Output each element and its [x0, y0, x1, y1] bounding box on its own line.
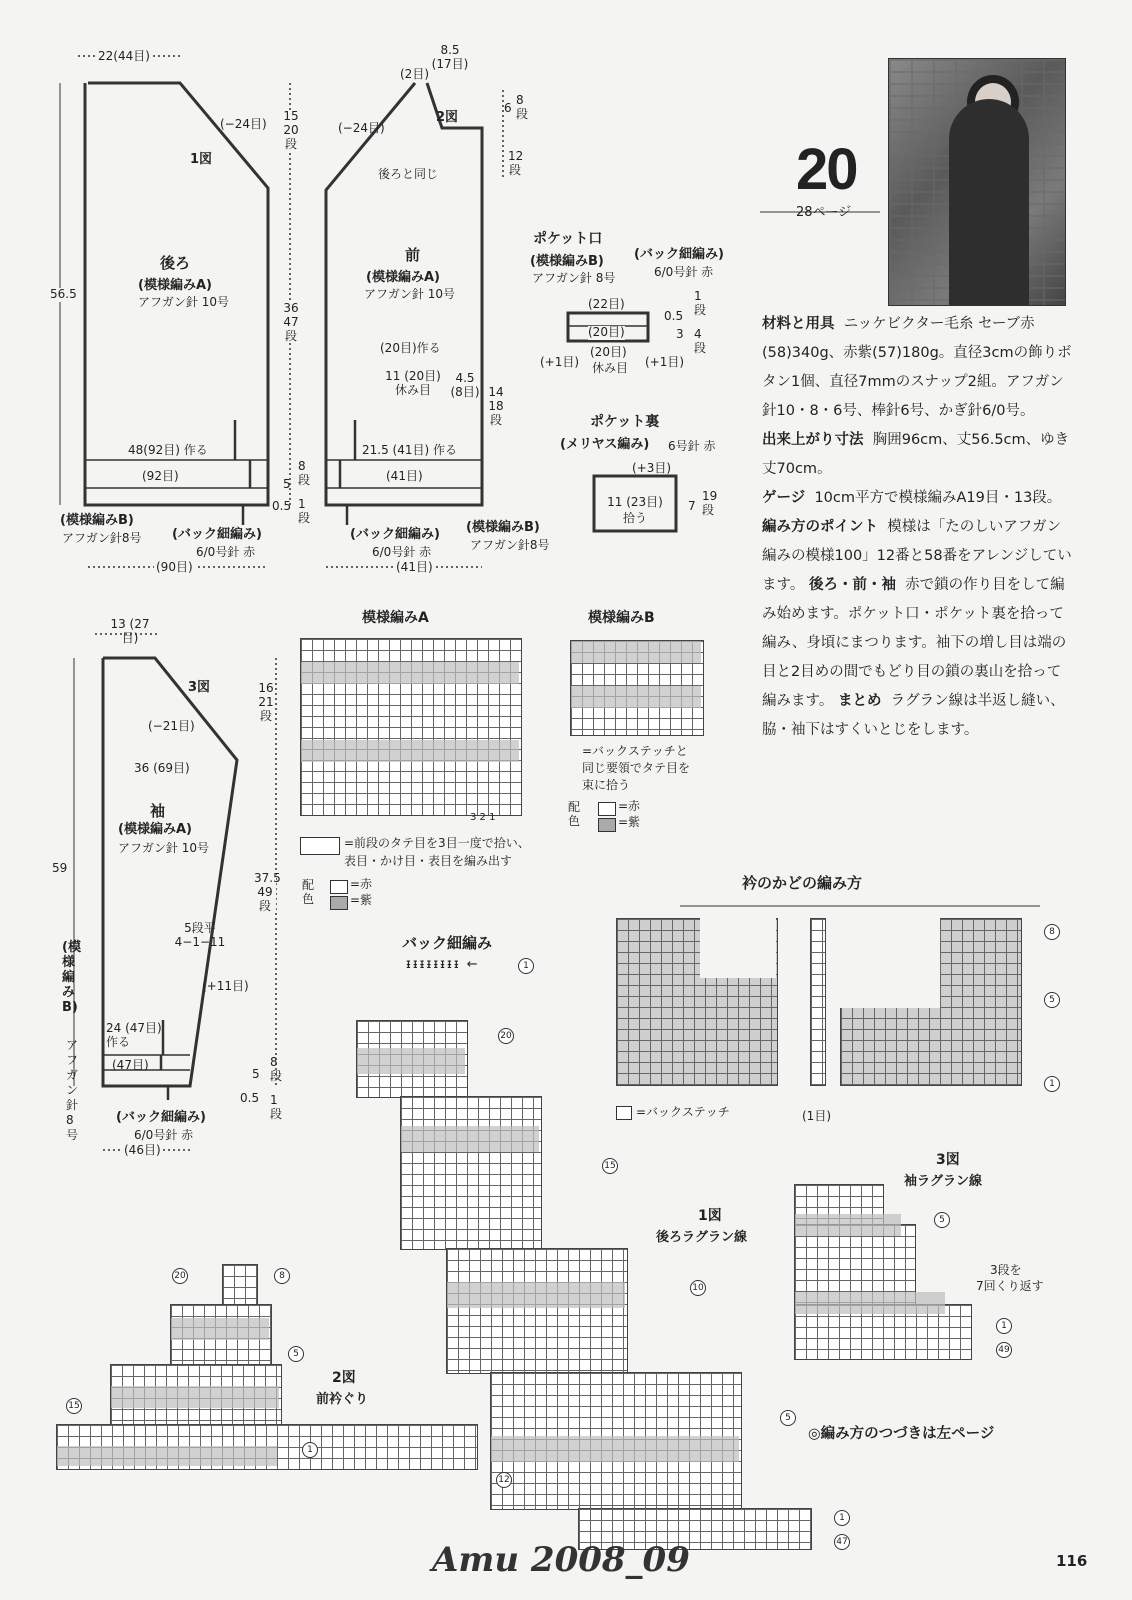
front-pocket-cast: (20目)作る — [380, 341, 441, 355]
sleeve-edge: (バック細編み) — [116, 1110, 206, 1125]
back-cast-on: 48(92目) 作る — [128, 443, 208, 457]
fig1-shade-3 — [447, 1282, 625, 1308]
fig2-row-5: 5 — [288, 1346, 304, 1362]
front-top-small: (2目) — [400, 67, 429, 81]
sleeve-cast-on2: (47目) — [112, 1058, 149, 1072]
fig1-shade-4 — [491, 1436, 739, 1462]
back-raglan-dec: (−24目) — [220, 117, 267, 131]
fig3-note-2: 7回くり返す — [976, 1279, 1044, 1293]
pocket-lining-height: 7 — [688, 499, 696, 513]
collar-row-5: 5 — [1044, 992, 1060, 1008]
pattern-a-c2: =紫 — [350, 893, 373, 907]
sleeve-needle: アフガン針 10号 — [118, 841, 209, 855]
sleeve-inc: 5段平 4−1−11 — [174, 921, 226, 949]
pocket-mouth-needle: アフガン針 8号 — [532, 271, 616, 285]
sleeve-hem-count: (46目) — [124, 1143, 161, 1157]
pocket-mouth-c3b: 休み目 — [592, 361, 629, 375]
sleeve-fig-label: 3図 — [188, 680, 211, 695]
pattern-b-colors: 配色 — [568, 800, 581, 828]
front-neck-rows: 8 段 — [516, 93, 529, 121]
front-needle: アフガン針 10号 — [364, 287, 455, 301]
back-width-top: 22(44目) — [98, 49, 150, 63]
pattern-a-swatch-red — [330, 880, 348, 894]
fig1-sub: 後ろラグラン線 — [656, 1230, 748, 1245]
fig3-sub: 袖ラグラン線 — [904, 1174, 983, 1189]
collar-grid-center — [810, 918, 826, 1086]
fig1-title: 1図 — [698, 1208, 722, 1224]
sleeve-title: 袖 — [150, 802, 166, 820]
pocket-mouth-c3: (20目) — [590, 345, 627, 359]
pocket-mouth-edge-needle: 6/0号針 赤 — [654, 265, 714, 279]
model-photo — [888, 58, 1066, 306]
points-b-label: 後ろ・前・袖 — [808, 577, 896, 593]
pattern-b-c2: =紫 — [618, 815, 641, 829]
collar-row-1: 1 — [1044, 1076, 1060, 1092]
sleeve-width: 36 (69目) — [134, 761, 190, 775]
back-needle: アフガン針 10号 — [138, 295, 229, 309]
front-hem-needle: アフガン針8号 — [470, 538, 550, 552]
fig2-row-15: 15 — [66, 1398, 82, 1414]
front-bottom-count: (41目) — [386, 469, 423, 483]
collar-legend: =バックステッチ — [636, 1105, 730, 1119]
pocket-mouth-plus-l: (+1目) — [540, 355, 580, 369]
back-edge: (バック細編み) — [172, 527, 262, 542]
back-body-height: 36 47 段 — [283, 301, 299, 343]
front-neck-rows2: 12 段 — [508, 149, 524, 177]
front-cast-on: 21.5 (41目) 作る — [362, 443, 457, 457]
fig2-shade-3 — [57, 1446, 277, 1466]
fig1-shade-1 — [357, 1048, 465, 1074]
pattern-b-legend-3: 束に拾う — [582, 778, 631, 792]
fig3-title: 3図 — [936, 1152, 960, 1168]
pattern-b-swatch-purple — [598, 818, 616, 832]
pattern-b-legend-1: =バックステッチと — [582, 744, 688, 758]
pattern-a-swatch-purple — [330, 896, 348, 910]
pattern-b-swatch-red — [598, 802, 616, 816]
sleeve-body-height: 37.5 49 段 — [254, 871, 281, 913]
pattern-a-c1: =赤 — [350, 877, 373, 891]
sleeve-stitch: (模様編みA) — [118, 822, 192, 837]
pocket-lining-stitch: (メリヤス編み) — [560, 437, 650, 452]
pattern-a-colors: 配色 — [302, 878, 315, 906]
fig2-shade-2 — [111, 1386, 279, 1408]
collar-grid-left-cut — [700, 918, 776, 978]
continue-note: ◎編み方のつづきは左ページ — [808, 1426, 995, 1442]
sleeve-raglan-height: 16 21 段 — [258, 681, 274, 723]
front-fig-label: 2図 — [436, 110, 459, 125]
points-text: 模様は「たのしいアフガン編みの模様100」12番と58番をアレンジしています。 — [762, 519, 1072, 593]
pocket-lining-plus: (+3目) — [632, 461, 672, 475]
pattern-b-shade-2 — [571, 686, 701, 708]
front-pocket-rest: 11 (20目) 休み目 — [385, 369, 441, 397]
fig2-row-20: 20 — [172, 1268, 188, 1284]
fig2-grid-1 — [222, 1264, 258, 1306]
front-neck: 6 — [504, 101, 512, 115]
collar-grid-right-cut — [840, 918, 940, 1008]
back-hem-rows2: 0.5 — [272, 499, 292, 513]
back-hem-stitch: (模様編みB) — [60, 513, 134, 528]
points-label: 編み方のポイント — [762, 519, 878, 535]
magazine-title: Amu 2008_09 — [432, 1540, 690, 1580]
size-label: 出来上がり寸法 — [762, 432, 864, 448]
pocket-lining-needle: 6号針 赤 — [668, 439, 716, 453]
fig3-shade-2 — [795, 1292, 945, 1314]
pocket-mouth-c2: (20目) — [588, 325, 625, 339]
back-sc-title: バック細編み — [402, 934, 493, 952]
collar-title: 衿のかどの編み方 — [742, 874, 863, 892]
pattern-a-title: 模様編みA — [362, 610, 429, 626]
sleeve-total-height: 59 — [52, 861, 68, 875]
sleeve-hem-stitch: (模様編みB) — [62, 940, 81, 1015]
model-figure — [949, 99, 1029, 306]
pocket-mouth-edge: (バック細編み) — [634, 247, 724, 262]
fig1-row-5: 5 — [780, 1410, 796, 1426]
back-raglan-height: 15 20 段 — [283, 109, 299, 151]
materials-label: 材料と用具 — [762, 316, 835, 332]
sleeve-hem-r-a: 8 段 — [270, 1055, 283, 1083]
fig3-shade-1 — [795, 1214, 901, 1236]
fig1-row-1: 1 — [834, 1510, 850, 1526]
back-hem-rows: 5 — [283, 477, 291, 491]
gauge-label: ゲージ — [762, 490, 806, 506]
pattern-b-legend-2: 同じ要領でタテ目を — [582, 761, 691, 775]
collar-center: (1目) — [802, 1109, 831, 1123]
pattern-number: 20 — [796, 137, 857, 202]
sleeve-top: 13 (27目) — [110, 617, 150, 645]
fig2-row-1: 1 — [302, 1442, 318, 1458]
sleeve-hem-needle: アフガン針8号 — [66, 1038, 79, 1142]
size-text: 胸囲96cm、丈56.5cm、ゆき丈70cm。 — [762, 432, 1070, 477]
fig3-row-1: 1 — [996, 1318, 1012, 1334]
sleeve-hem-rows: 5 — [252, 1067, 260, 1081]
back-hem-count: (90目) — [156, 560, 193, 574]
sleeve-edge-needle: 6/0号針 赤 — [134, 1128, 194, 1142]
front-raglan-dec: (−24目) — [338, 121, 385, 135]
pocket-mouth-r4: 3 — [676, 327, 684, 341]
pattern-a-shade-2 — [301, 740, 519, 762]
pocket-lining-title: ポケット裏 — [590, 414, 660, 430]
back-hem-needle: アフガン針8号 — [62, 531, 142, 545]
fig3-row-5: 5 — [934, 1212, 950, 1228]
pocket-mouth-r3: 0.5 — [664, 309, 684, 323]
fig1-row-20: 20 — [498, 1028, 514, 1044]
fig1-grid-2 — [400, 1096, 542, 1250]
front-title: 前 — [405, 246, 421, 264]
pattern-a-legend-symbol — [300, 837, 340, 855]
pattern-a-legend-1: =前段のタテ目を3目一度で拾い、 — [344, 836, 530, 850]
collar-row-8: 8 — [1044, 924, 1060, 940]
page-number: 116 — [1056, 1552, 1088, 1570]
gauge-text: 10cm平方で模様編みA19目・13段。 — [814, 490, 1062, 506]
fig3-row-49: 49 — [996, 1342, 1012, 1358]
front-hem-rows: 1 段 — [298, 497, 311, 525]
pocket-lining-count: 11 (23目) — [607, 495, 663, 509]
front-edge-needle: 6/0号針 赤 — [372, 545, 432, 559]
pattern-b-title: 模様編みB — [588, 610, 655, 626]
front-hem-stitch: (模様編みB) — [466, 520, 540, 535]
pattern-b-c1: =赤 — [618, 799, 641, 813]
front-same-as-back: 後ろと同じ — [378, 167, 439, 181]
points-b-text: 赤で鎖の作り目をして編み始めます。ポケット口・ポケット裏を拾って編み、身頃にまつります。袖下の増し目は端の目と2目めの間でもどり目の鎖の裏山を拾って編みます。 — [762, 577, 1067, 709]
pattern-page-ref: 28ページ — [796, 205, 852, 220]
fig1-row-15: 15 — [602, 1158, 618, 1174]
fig2-row-8: 8 — [274, 1268, 290, 1284]
fig1-shade-2 — [401, 1126, 539, 1152]
sleeve-inc-total: (+11目) — [202, 979, 249, 993]
fig2-sub: 前衿ぐり — [316, 1392, 369, 1407]
fig2-shade-1 — [171, 1318, 269, 1340]
fig1-grid-3 — [446, 1248, 628, 1374]
sleeve-cast-on: 24 (47目) 作る — [106, 1021, 162, 1049]
back-total-height: 56.5 — [50, 287, 77, 301]
front-pocket-height: 14 18 段 — [488, 385, 504, 427]
pocket-mouth-plus-r: (+1目) — [645, 355, 685, 369]
pocket-mouth-stitch: (模様編みB) — [530, 254, 604, 269]
fig1-row-10: 10 — [690, 1280, 706, 1296]
pocket-mouth-title: ポケット口 — [533, 231, 603, 247]
front-hem-count: (41目) — [396, 560, 433, 574]
finish-text: ラグラン線は半返し縫い、脇・袖下はすくいとじをします。 — [762, 693, 1065, 738]
front-pocket-side: 4.5 (8目) — [450, 371, 480, 399]
back-stitch: (模様編みA) — [138, 278, 212, 293]
front-stitch: (模様編みA) — [366, 270, 440, 285]
sleeve-dec: (−21目) — [148, 719, 195, 733]
back-sc-symbols: ᵻᵻᵻᵻᵻᵻᵻᵻ ← — [406, 957, 480, 972]
pattern-a-legend-2: 表目・かけ目・表目を編み出す — [344, 854, 513, 868]
fig2-title: 2図 — [332, 1370, 356, 1386]
collar-legend-symbol — [616, 1106, 632, 1120]
back-fig-label: 1図 — [190, 152, 213, 167]
pattern-a-cols: 3 2 1 — [470, 812, 496, 823]
finish-label: まとめ — [837, 693, 882, 709]
back-title: 後ろ — [160, 254, 191, 272]
back-bottom-count: (92目) — [142, 469, 179, 483]
pattern-a-shade-1 — [301, 662, 519, 684]
instructions-block — [762, 310, 1074, 745]
fig3-note-1: 3段を — [990, 1263, 1022, 1277]
fig1-row-47: 47 — [834, 1534, 850, 1550]
front-hem-rows-a: 8 段 — [298, 459, 311, 487]
front-edge: (バック細編み) — [350, 527, 440, 542]
sleeve-hem-r-b: 1 段 — [270, 1093, 283, 1121]
pocket-lining-rows: 19 段 — [702, 489, 718, 517]
front-top: 8.5 (17目) — [431, 43, 469, 71]
pattern-b-shade-1 — [571, 641, 701, 663]
pocket-mouth-r1: 1 段 — [694, 289, 707, 317]
pocket-mouth-r2: 4 段 — [694, 327, 707, 355]
sleeve-hem-rows2: 0.5 — [240, 1091, 260, 1105]
pocket-mouth-c1: (22目) — [588, 297, 625, 311]
back-edge-needle: 6/0号針 赤 — [196, 545, 256, 559]
fig2-row-12: 12 — [496, 1472, 512, 1488]
back-sc-row: 1 — [518, 958, 534, 974]
pocket-lining-pick: 拾う — [622, 511, 647, 525]
materials-text: ニッケビクター毛糸 セーブ赤(58)340g、赤紫(57)180g。直径3cmの飾りボタン1個、直径7mmのスナップ2組。アフガン針10・8・6号、棒針6号、かぎ針6/0号。 — [762, 316, 1072, 419]
